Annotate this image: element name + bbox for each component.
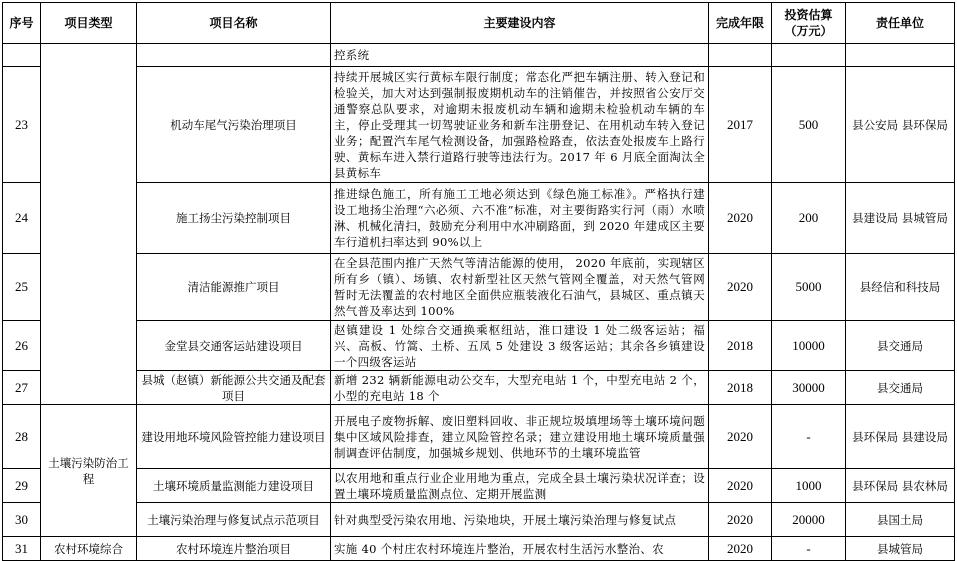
cell-content: 持续开展城区实行黄标车限行制度；常态化严把车辆注册、转入登记和检验关，加大对达到强制报废期机动车的注销催告，并按照省公安厅交通警察总队要求，对逾期未报废机动车辆和逾期未检验机动车辆的车主，停止受理其一切驾驶证业务和新车注册登记、在用机动车转入登记业务；配置汽车尾气检测设备，加强路检路查，依法查处报废车上路行驶、黄标车进入禁行道路行驶等违法行为。2017 年 6 月底全面淘汰全县黄标车 <box>331 67 709 183</box>
table-row <box>3 183 955 254</box>
cell-content: 在全县范围内推广天然气等清洁能源的使用， 2020 年底前，实现辖区所有乡（镇）、场镇、农村新型社区天然气管网全覆盖，对天然气管网暂时无法覆盖的农村地区全面供应瓶装液化石油气，县城区、重点镇天然气普及率达到 100% <box>331 254 709 321</box>
cell-unit: 县经信和科技局 <box>846 254 955 321</box>
cell-investment: 200 <box>772 183 846 254</box>
cell-name: 施工扬尘污染控制项目 <box>137 183 331 254</box>
table-row <box>3 254 955 321</box>
cell-year: 2020 <box>709 405 772 469</box>
cell-no: 26 <box>3 321 41 371</box>
cell-no: 30 <box>3 503 41 537</box>
cell-no: 28 <box>3 405 41 469</box>
cell-content: 针对典型受污染农用地、污染地块，开展土壤污染治理与修复试点 <box>331 503 709 537</box>
cell-content: 开展电子废物拆解、废旧塑料回收、非正规垃圾填埋场等土壤环境问题集中区域风险排查，建立风险管控名录；建立建设用地土壤环境质量强制调查评估制度，加强城乡规划、供地环节的土壤环境监管 <box>331 405 709 469</box>
header-no: 序号 <box>3 3 41 44</box>
header-content: 主要建设内容 <box>331 3 709 44</box>
cell-unit: 县环保局 县农林局 <box>846 469 955 503</box>
table-row <box>3 321 955 371</box>
table-row <box>3 503 955 537</box>
cell-name: 土壤污染治理与修复试点示范项目 <box>137 503 331 537</box>
table-row-continued <box>3 44 955 67</box>
cell-year: 2018 <box>709 321 772 371</box>
cell-unit: 县交通局 <box>846 371 955 405</box>
cell-investment: 500 <box>772 67 846 183</box>
cell-content: 以农用地和重点行业企业用地为重点，完成全县土壤污染状况详查；设置土壤环境质量监测点位、定期开展监测 <box>331 469 709 503</box>
cell-no: 25 <box>3 254 41 321</box>
cell-unit: 县城管局 <box>846 537 955 561</box>
category-cell-air <box>41 44 137 405</box>
cell-no: 24 <box>3 183 41 254</box>
cell-name: 清洁能源推广项目 <box>137 254 331 321</box>
header-unit: 责任单位 <box>846 3 955 44</box>
cell-year: 2017 <box>709 67 772 183</box>
cell-name: 土壤环境质量监测能力建设项目 <box>137 469 331 503</box>
cell-content: 控系统 <box>331 44 709 67</box>
header-type: 项目类型 <box>41 3 137 44</box>
cell-investment: 5000 <box>772 254 846 321</box>
table-row <box>3 371 955 405</box>
cell-unit: 县交通局 <box>846 321 955 371</box>
cell-investment: - <box>772 537 846 561</box>
header-row <box>3 3 955 44</box>
cell-name: 农村环境连片整治项目 <box>137 537 331 561</box>
cell-unit: 县国土局 <box>846 503 955 537</box>
table-row <box>3 537 955 561</box>
category-cell-rural: 农村环境综合 <box>41 537 137 561</box>
cell-year: 2020 <box>709 469 772 503</box>
cell-investment: - <box>772 405 846 469</box>
cell-content: 新增 232 辆新能源电动公交车，大型充电站 1 个，中型充电站 2 个，小型的充电站 18 个 <box>331 371 709 405</box>
cell-investment: 20000 <box>772 503 846 537</box>
project-table <box>2 2 955 561</box>
category-cell-soil: 土壤污染防治工程 <box>41 405 137 537</box>
cell-year: 2020 <box>709 503 772 537</box>
table-row <box>3 405 955 469</box>
header-year: 完成年限 <box>709 3 772 44</box>
cell-no: 31 <box>3 537 41 561</box>
cell-content: 赵镇建设 1 处综合交通换乘枢纽站，淮口建设 1 处二级客运站；福兴、高板、竹篙、土桥、五凤 5 处建设 3 级客运站；其余各乡镇建设一个四级客运站 <box>331 321 709 371</box>
table-row <box>3 67 955 183</box>
cell-year: 2020 <box>709 183 772 254</box>
cell-content: 推进绿色施工，所有施工工地必须达到《绿色施工标准》。严格执行建设工地扬尘治理“六必须、六不准”标准，对主要街路实行河（雨）水喷淋、机械化清扫，鼓励充分利用中水冲刷路面，到 2020 年建成区主要车行道机扫率达到 90%以上 <box>331 183 709 254</box>
cell-investment: 1000 <box>772 469 846 503</box>
header-name: 项目名称 <box>137 3 331 44</box>
cell-name: 金堂县交通客运站建设项目 <box>137 321 331 371</box>
cell-investment: 30000 <box>772 371 846 405</box>
cell-content: 实施 40 个村庄农村环境连片整治，开展农村生活污水整治、农 <box>331 537 709 561</box>
cell-no: 23 <box>3 67 41 183</box>
cell-unit: 县建设局 县城管局 <box>846 183 955 254</box>
cell-name: 县城（赵镇）新能源公共交通及配套项目 <box>137 371 331 405</box>
table-row <box>3 469 955 503</box>
cell-no: 27 <box>3 371 41 405</box>
cell-year: 2020 <box>709 537 772 561</box>
cell-no: 29 <box>3 469 41 503</box>
cell-name: 建设用地环境风险管控能力建设项目 <box>137 405 331 469</box>
cell-unit: 县环保局 县建设局 <box>846 405 955 469</box>
cell-year: 2020 <box>709 254 772 321</box>
cell-unit: 县公安局 县环保局 <box>846 67 955 183</box>
header-investment: 投资估算（万元） <box>772 3 846 44</box>
cell-name: 机动车尾气污染治理项目 <box>137 67 331 183</box>
cell-investment: 10000 <box>772 321 846 371</box>
cell-year: 2018 <box>709 371 772 405</box>
